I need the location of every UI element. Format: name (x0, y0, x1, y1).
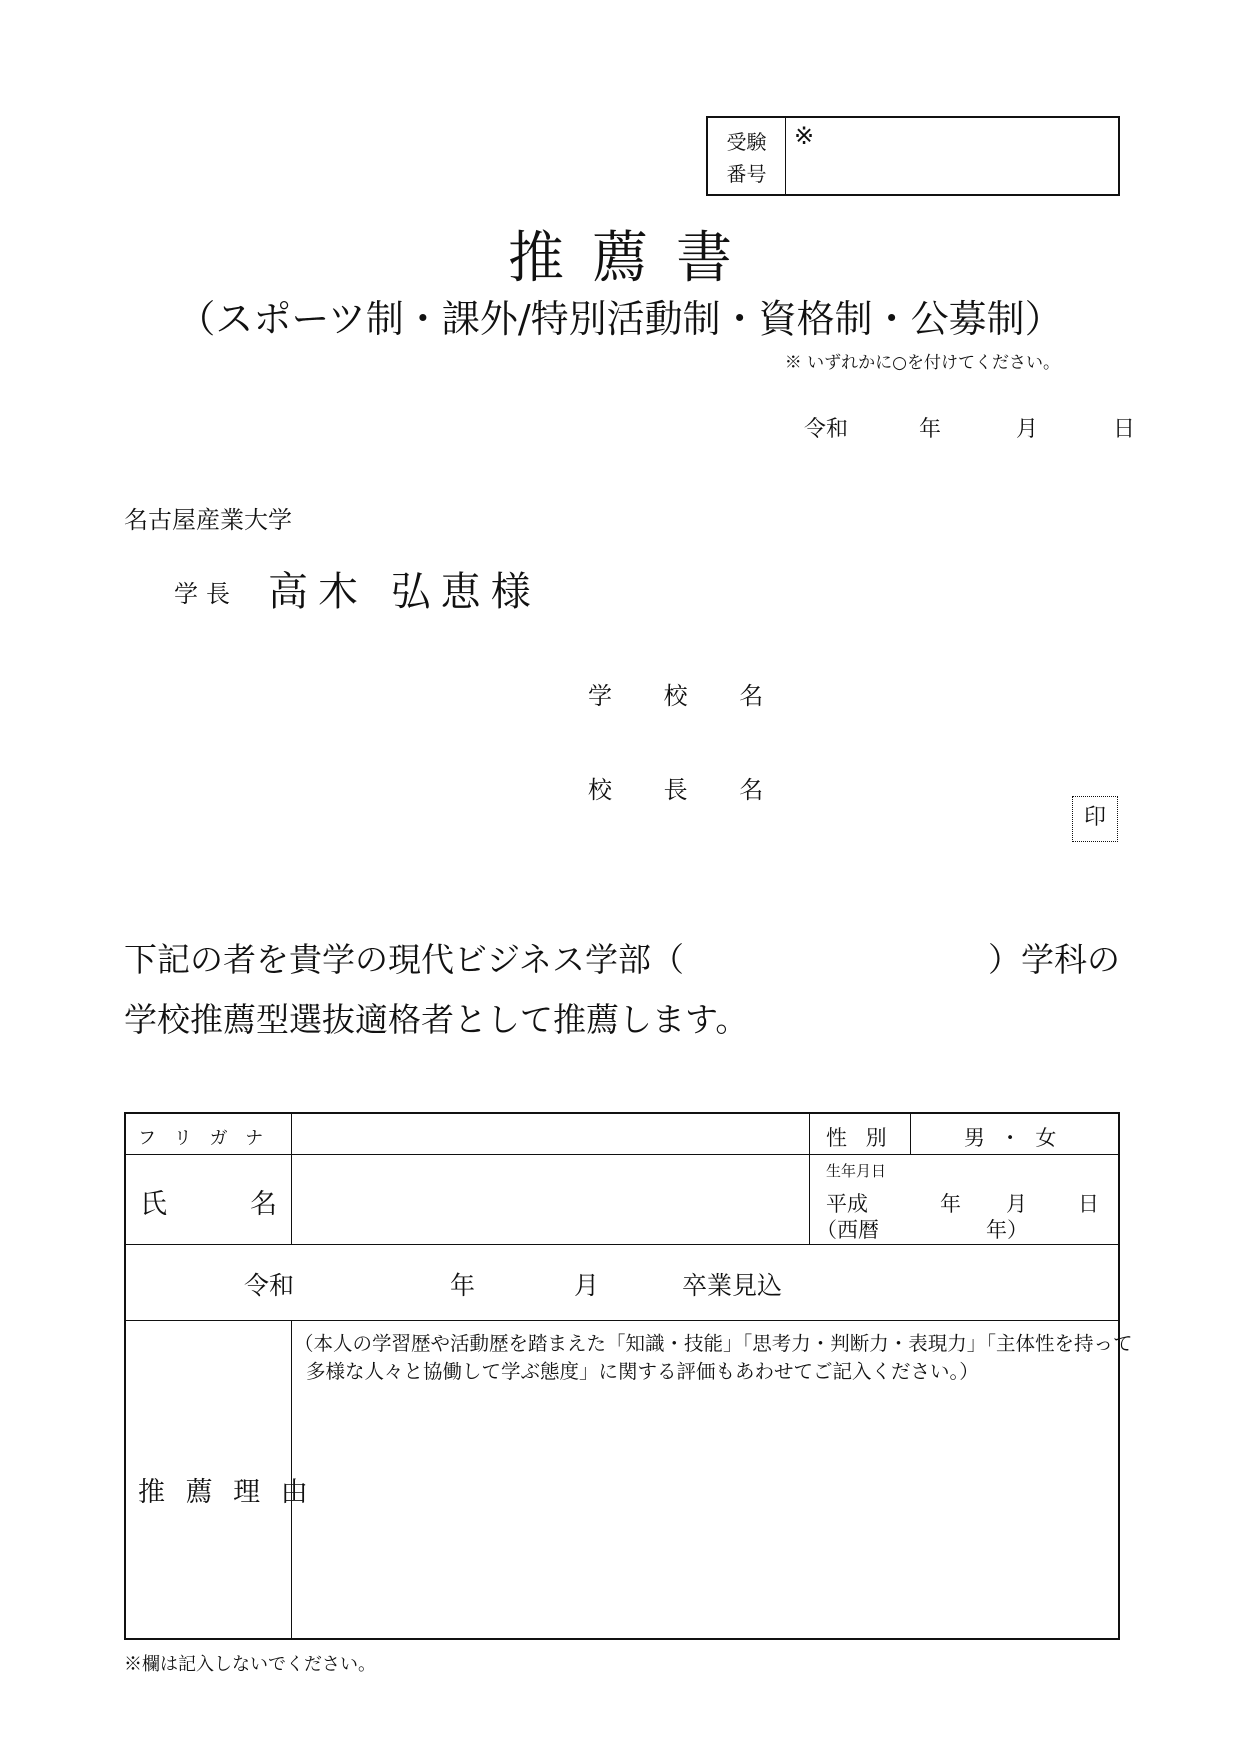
birth-month: 月 (1006, 1192, 1027, 1216)
exam-number-box (706, 116, 1120, 196)
seal-box: 印 (1072, 796, 1118, 842)
gender-options[interactable]: 男 ・ 女 (964, 1126, 1061, 1150)
column-divider (291, 1114, 292, 1244)
furigana-label: フ リ ガ ナ (138, 1128, 270, 1149)
exam-number-label (708, 118, 786, 194)
name-label-2: 名 (250, 1189, 277, 1220)
grad-year: 年 (450, 1271, 476, 1300)
name-field[interactable] (294, 1156, 806, 1242)
circle-instruction: ※ いずれかに○を付けてください。 (784, 353, 1060, 373)
exam-number-label-line1: 受験 (726, 130, 767, 154)
grad-expected-label: 卒業見込 (682, 1271, 783, 1300)
grad-month: 月 (574, 1271, 600, 1300)
exam-number-mark: ※ (794, 122, 815, 150)
date-day: 日 (1113, 417, 1136, 442)
name-label-1: 氏 (140, 1189, 167, 1220)
recommendation-line-1-left: 下記の者を貴学の現代ビジネス学部（ (124, 940, 685, 979)
exam-number-label-line2: 番号 (726, 162, 767, 186)
gender-label: 性 別 (826, 1126, 893, 1150)
date-line (804, 412, 1135, 443)
recommendation-line-1-right: ）学科の (988, 940, 1120, 979)
reason-field[interactable] (294, 1386, 1114, 1634)
reason-label: 推 薦 理 由 (138, 1477, 314, 1508)
date-month: 月 (1016, 417, 1039, 442)
date-era: 令和 (804, 417, 849, 442)
principal-name-label: 校 長 名 (588, 776, 786, 804)
reason-note-line-2: 多様な人々と協働して学ぶ態度」に関する評価もあわせてご記入ください。） (306, 1360, 979, 1383)
document-title: 推薦書 (508, 226, 760, 291)
birth-date-label: 生年月日 (826, 1162, 887, 1180)
recommendation-line-1 (124, 934, 1120, 981)
date-year: 年 (919, 417, 942, 442)
footnote: ※欄は記入しないでください。 (124, 1654, 376, 1675)
president-name: 高木 弘恵様 (268, 569, 541, 615)
birth-western: （西暦 (816, 1218, 879, 1242)
birth-era: 平成 (826, 1192, 868, 1216)
furigana-field[interactable] (294, 1116, 806, 1152)
president-title: 学長 (174, 580, 238, 608)
column-divider (910, 1114, 911, 1154)
birth-year: 年 (940, 1192, 961, 1216)
school-name-label: 学 校 名 (588, 682, 786, 710)
recommendation-line-2: 学校推薦型選抜適格者として推薦します。 (124, 1000, 749, 1039)
document-subtitle: （スポーツ制・課外/特別活動制・資格制・公募制） (177, 297, 1063, 341)
row-divider (126, 1154, 1118, 1155)
row-divider (126, 1244, 1118, 1245)
reason-note-line-1: （本人の学習歴や活動歴を踏まえた「知識・技能」「思考力・判断力・表現力」「主体性を持って (294, 1332, 1133, 1355)
row-divider (126, 1320, 1118, 1321)
grad-era: 令和 (244, 1271, 295, 1300)
column-divider (809, 1114, 810, 1244)
birth-western-year: 年） (986, 1218, 1028, 1242)
applicant-form-table (124, 1112, 1133, 1640)
university-name: 名古屋産業大学 (124, 506, 292, 534)
birth-day: 日 (1078, 1192, 1099, 1216)
